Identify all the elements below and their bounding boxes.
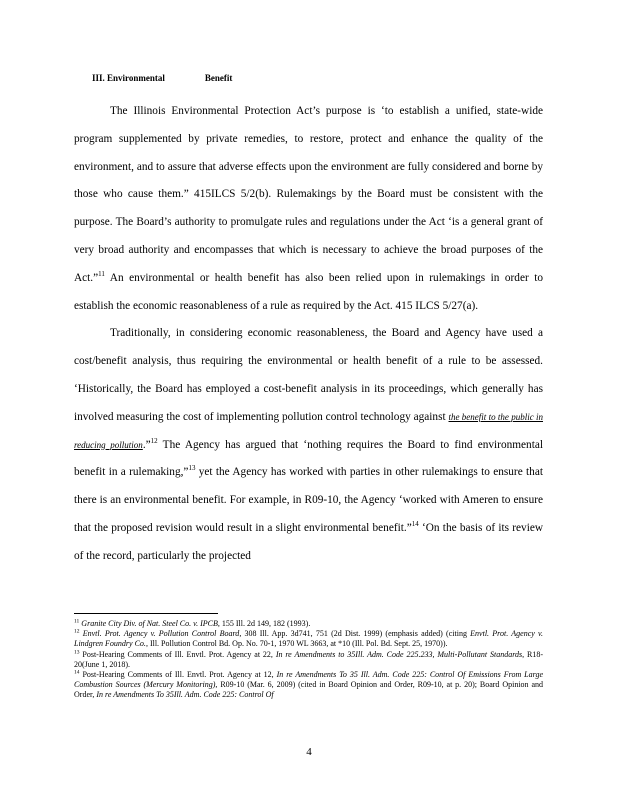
footnote-divider — [74, 613, 218, 614]
footnote-citation-italic: In re Amendments To 35 Ill. Adm. Code 225: Control Of Emissions From Large Combustion Sources (Mercury Monitoring) — [74, 670, 543, 690]
body-text — [74, 98, 543, 571]
section-title-word-2: Benefit — [204, 73, 233, 83]
footnote-ref[interactable]: 12 — [150, 436, 158, 445]
footnote-citation-italic: Granite City Div. of Nat. Steel Co. v. IPCB — [81, 619, 218, 628]
footnote-ref[interactable]: 14 — [411, 520, 419, 529]
footnote-citation-italic: Envtl. Prot. Agency v. Pollution Control Board — [82, 629, 240, 639]
paragraph-text: ‘On the basis of its review of the record, particularly the projected — [74, 521, 544, 562]
emphasis-text: the benefit to the public in reducing pollution — [74, 411, 543, 450]
page-number: 4 — [306, 746, 312, 758]
footnote-ref[interactable]: 13 — [188, 464, 196, 473]
footnote-text: , R09-10 (Mar. 6, 2009) (cited in Board Opinion and Order, R09-10, at p. 20); Board Opinion and Order, — [74, 680, 543, 700]
footnote-citation-italic: In re Amendments to 35Ill. Adm. Code 225.233, Multi-Pollutant Standards — [275, 649, 523, 659]
footnote-text: , Ill. Pollution Control Bd. Op. No. 70-1, 1970 WL 3663, at *10 (Ill. Pol. Bd. Sept. 25, 1970)). — [145, 639, 448, 649]
paragraph-text: Traditionally, in considering economic reasonableness, the Board and Agency have used a cost/benefit analysis, thus requiring the environmental or health benefit of a rule to be assessed. ‘Historically, the Board has employed a cost-benefit analysis in its proceedings, which generally has involved measuring the cost of implementing pollution control technology against — [74, 327, 543, 423]
paragraph-text: An environmental or health benefit has also been relied upon in rulemakings in order to establish the economic reasonableness of a rule as required by the Act. 415 ILCS 5/27(a). — [74, 271, 544, 312]
footnote-text: Post-Hearing Comments of Ill. Envtl. Prot. Agency at 22, — [82, 649, 276, 659]
footnote — [74, 619, 543, 629]
footnotes — [74, 619, 543, 701]
footnote-text: , R18-20(June 1, 2018). — [74, 649, 544, 669]
section-heading — [92, 73, 232, 83]
footnote-number: 11 — [74, 618, 80, 625]
section-title-word-1: Environmental — [107, 73, 165, 83]
footnote-number: 12 — [74, 628, 80, 635]
footnote-text: , 308 Ill. App. 3d741, 751 (2d Dist. 1999) (emphasis added) (citing — [239, 629, 471, 639]
footnote — [74, 650, 543, 670]
paragraph-text: yet the Agency has worked with parties in other rulemakings to ensure that there is an environmental benefit. For example, in R09-10, the Agency ‘worked with Ameren to ensure that the proposed revision would result in a slight environmental benefit.” — [74, 466, 543, 534]
footnote-text: Post-Hearing Comments of Ill. Envtl. Prot. Agency at 12, — [82, 670, 277, 680]
paragraph-purpose — [74, 98, 543, 320]
footnote-number: 13 — [74, 648, 80, 655]
footnote-text: , 155 Ill. 2d 149, 182 (1993). — [217, 619, 311, 628]
footnote-citation-italic: Envtl. Prot. Agency v. Lindgren Foundry Co. — [74, 629, 543, 649]
paragraph-cost-benefit — [74, 320, 543, 570]
section-number: III. — [92, 73, 105, 83]
footnote-citation-italic: In re Amendments To 35Ill. Adm. Code 225: Control Of — [96, 690, 274, 700]
footnote — [74, 629, 543, 649]
paragraph-text: The Illinois Environmental Protection Act’s purpose is ‘to establish a unified, state-wide program supplemented by private remedies, to restore, protect and enhance the quality of the environment, and to assure that adverse effects upon the environment are fully considered and borne by those who cause them.” 415ILCS 5/2(b). Rulemakings by the Board must be consistent with the purpose. The Board’s authority to promulgate rules and regulations under the Act ‘is a general grant of very broad authority and encompasses that which is necessary to achieve the broad purposes of the Act.” — [74, 105, 543, 284]
footnote-ref[interactable]: 11 — [98, 270, 105, 279]
footnote-number: 14 — [74, 669, 80, 676]
paragraph-text: .” — [142, 438, 151, 451]
paragraph-text: The Agency has argued that ‘nothing requires the Board to find environmental benefit in a rulemaking,” — [74, 438, 543, 479]
footnote — [74, 670, 543, 701]
